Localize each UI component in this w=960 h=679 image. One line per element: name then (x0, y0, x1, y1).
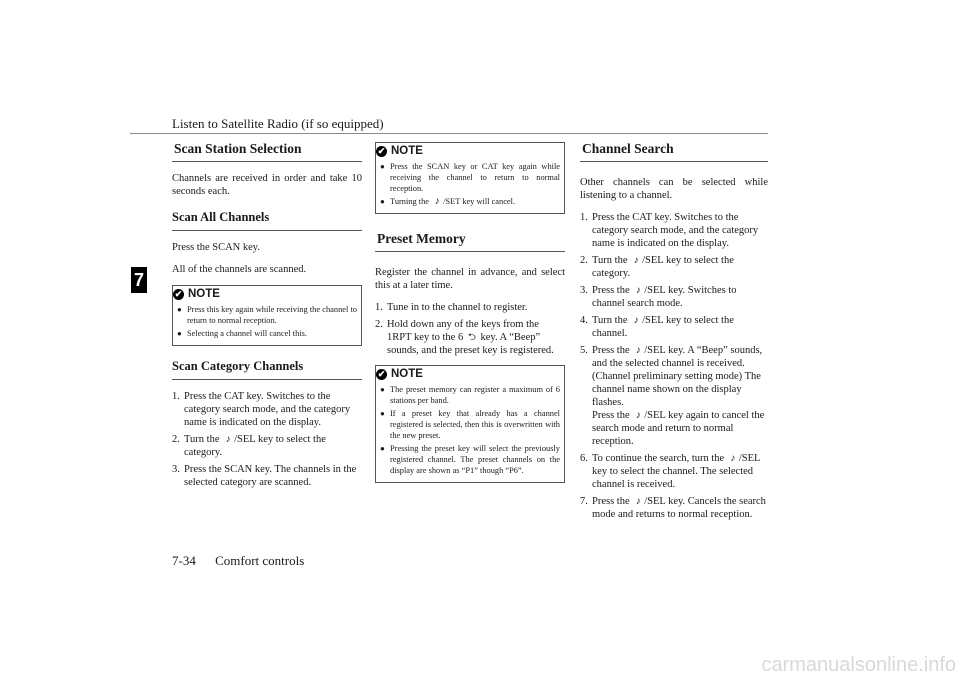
list-item: 1. Tune in to the channel to register. (375, 302, 528, 313)
sub-heading-scan-category: Scan Category Channels (172, 356, 362, 380)
column-3 (580, 138, 768, 529)
note-item: ● The preset memory can register a maximum of 6 stations per band. (380, 385, 560, 405)
return-arrow-icon: ⮌ (467, 332, 476, 343)
music-note-dial-icon: ♪ (633, 315, 639, 326)
list-item: 5. Press the ♪ /SEL key. A “Beep” sounds, and the selected channel is received. (Channel preliminary setting mode) The channel name shown on the display flashes. Press the ♪ /SEL key again to cancel the search mode and return to normal reception. (580, 345, 765, 447)
note-box (375, 142, 565, 214)
note-item: ● Pressing the preset key will select the previously registered channel. The preset channels on the display are shown as “P1” though “P6”. (380, 444, 560, 475)
music-note-dial-icon: ♪ (635, 496, 641, 507)
music-note-dial-icon: ♪ (635, 345, 641, 356)
music-note-dial-icon: ♪ (730, 453, 736, 464)
list-item: 1. Press the CAT key. Switches to the category search mode, and the category name is indicated on the display. (172, 391, 351, 428)
page-number: 7-34 (172, 553, 196, 568)
music-note-dial-icon: ♪ (434, 196, 440, 207)
list-item: 2. Hold down any of the keys from the 1RPT key to the 6 ⮌ key. A “Beep” sounds, and the preset key is registered. (375, 319, 554, 356)
chapter-tab: 7 (131, 267, 147, 293)
column-1 (172, 138, 362, 497)
header-title: Listen to Satellite Radio (if so equipped) (172, 116, 384, 131)
page-footer (172, 553, 320, 569)
note-box (172, 285, 362, 346)
list-item: 2. Turn the ♪ /SEL key to select the category. (172, 434, 326, 458)
footer-section: Comfort controls (215, 553, 305, 568)
music-note-dial-icon: ♪ (635, 410, 641, 421)
note-item: ● Press this key again while receiving the channel to return to normal reception. (177, 305, 357, 325)
column-2 (375, 138, 565, 493)
info-circle-icon: ✔ (174, 288, 183, 299)
music-note-dial-icon: ♪ (225, 434, 231, 445)
list-item: 4. Turn the ♪ /SEL key to select the channel. (580, 315, 734, 339)
header-rule (130, 133, 768, 134)
paragraph: Channels are received in order and take 10 seconds each. (172, 173, 362, 197)
paragraph: Register the channel in advance, and select this at a later time. (375, 267, 565, 291)
note-label: NOTE (391, 145, 423, 157)
watermark: carmanualsonline.info (761, 654, 956, 676)
note-item: ● If a preset key that already has a channel registered is selected, then this is overwritten with the new preset. (380, 409, 560, 440)
list-item: 6. To continue the search, turn the ♪ /SEL key to select the channel. The selected channel is received. (580, 453, 761, 490)
list-item: 7. Press the ♪ /SEL key. Cancels the search mode and returns to normal reception. (580, 496, 766, 520)
section-heading-preset-memory: Preset Memory (375, 228, 565, 252)
step-list (375, 301, 565, 357)
note-item: ● Selecting a channel will cancel this. (177, 329, 307, 338)
list-item: 3. Press the ♪ /SEL key. Switches to channel search mode. (580, 285, 737, 309)
note-label: NOTE (188, 288, 220, 300)
music-note-dial-icon: ♪ (633, 255, 639, 266)
note-item: ● Press the SCAN key or CAT key again while receiving the channel to return to normal reception. (380, 162, 560, 193)
step-list (172, 390, 362, 489)
section-heading-scan-station: Scan Station Selection (172, 138, 362, 162)
section-heading-channel-search: Channel Search (580, 138, 768, 162)
note-box (375, 365, 565, 483)
list-item: 1. Press the CAT key. Switches to the category search mode, and the category name is indicated on the display. (580, 212, 759, 249)
sub-heading-scan-all: Scan All Channels (172, 207, 362, 231)
list-item: 2. Turn the ♪ /SEL key to select the category. (580, 255, 734, 279)
step-list (580, 211, 768, 521)
info-circle-icon: ✔ (377, 145, 386, 156)
info-circle-icon: ✔ (377, 368, 386, 379)
paragraph: Other channels can be selected while listening to a channel. (580, 177, 768, 201)
paragraph: Press the SCAN key. (172, 242, 260, 253)
paragraph: All of the channels are scanned. (172, 264, 307, 275)
note-item: ● Turning the ♪ /SET key will cancel. (380, 196, 516, 207)
note-label: NOTE (391, 368, 423, 380)
music-note-dial-icon: ♪ (635, 285, 641, 296)
list-item: 3. Press the SCAN key. The channels in the selected category are scanned. (172, 464, 357, 488)
